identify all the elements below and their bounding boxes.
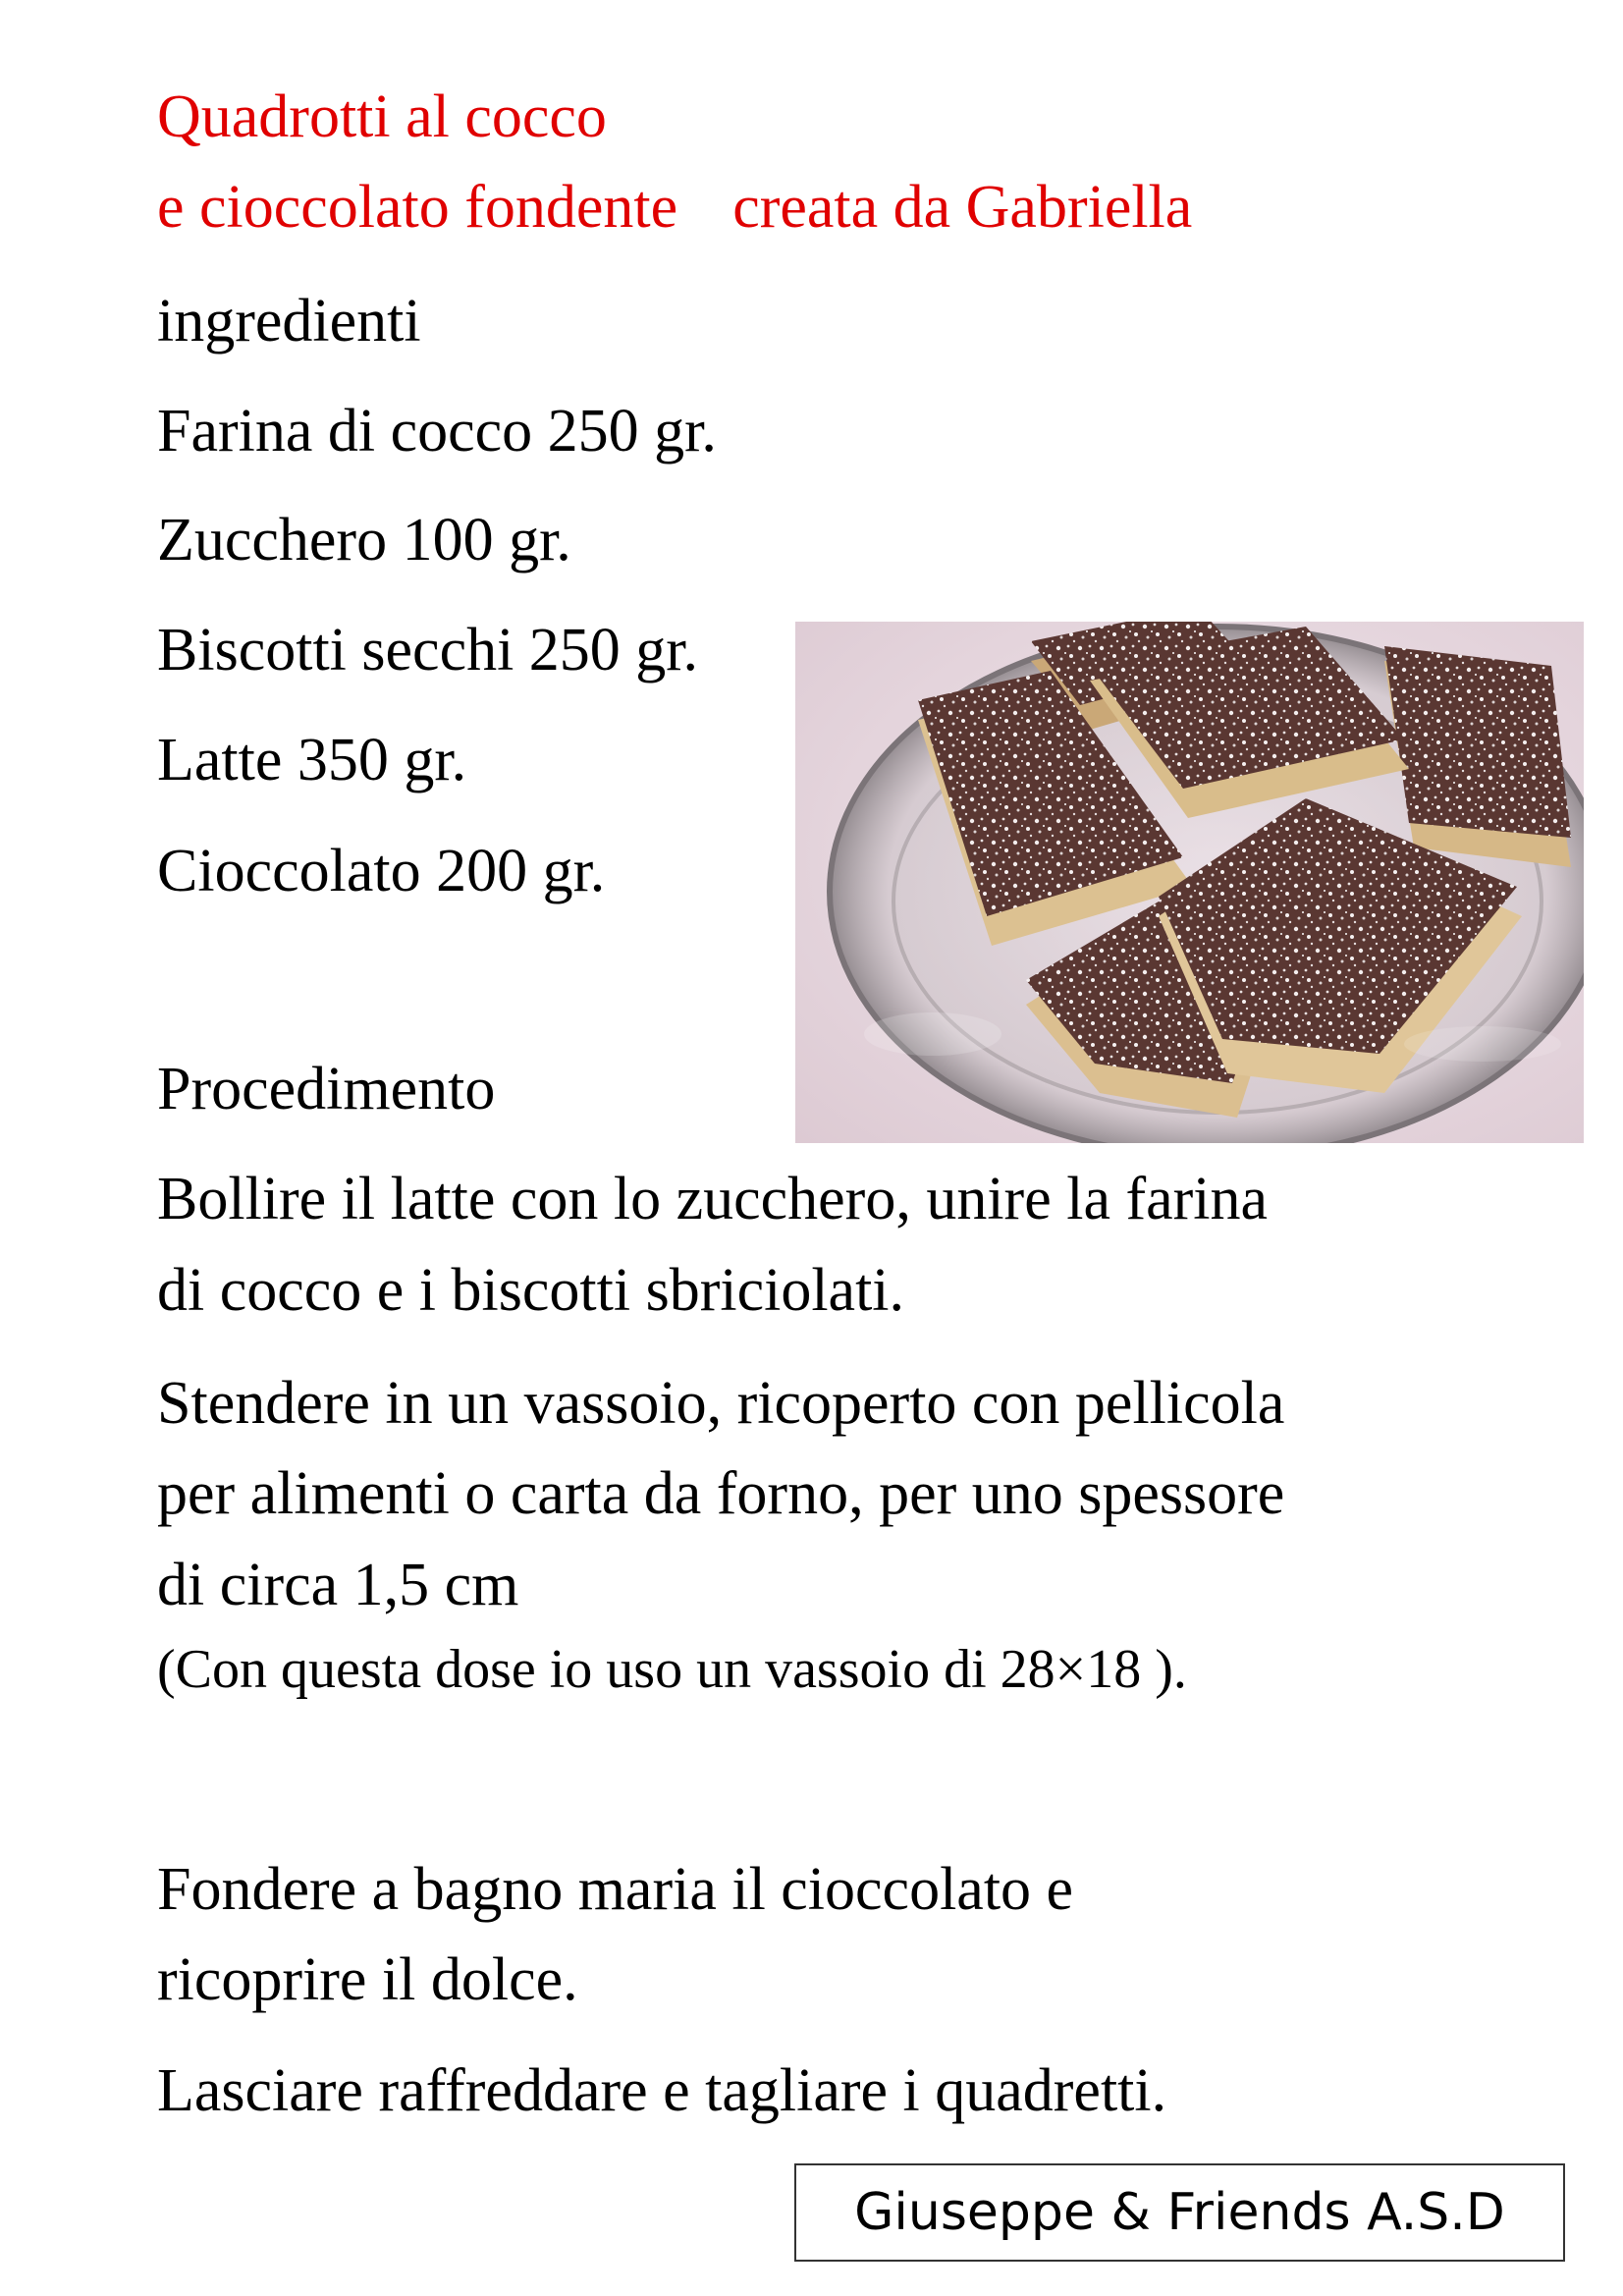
coconut-squares-illustration <box>795 622 1584 1143</box>
procedure-step-2-line-3: di circa 1,5 cm <box>157 1552 519 1618</box>
procedure-step-1-line-1: Bollire il latte con lo zucchero, unire la farina <box>157 1166 1269 1232</box>
ingredient-item: Cioccolato 200 gr. <box>157 838 606 904</box>
footer-credit-text: Giuseppe & Friends A.S.D <box>854 2183 1505 2242</box>
procedure-step-2-line-1: Stendere in un vassoio, ricoperto con pellicola <box>157 1370 1285 1437</box>
coconut-squares-photo <box>795 622 1584 1143</box>
procedure-step-4: Lasciare raffreddare e tagliare i quadretti. <box>157 2057 1167 2124</box>
recipe-title-line-2 <box>157 174 1193 241</box>
procedure-heading: Procedimento <box>157 1056 496 1122</box>
procedure-step-3-line-1: Fondere a bagno maria il cioccolato e <box>157 1856 1074 1923</box>
procedure-step-1-line-2: di cocco e i biscotti sbriciolati. <box>157 1257 905 1324</box>
recipe-title-line-1: Quadrotti al cocco <box>157 83 607 150</box>
tray-size-note: (Con questa dose io uso un vassoio di 28×18 ). <box>157 1639 1187 1700</box>
recipe-author: creata da Gabriella <box>732 174 1193 241</box>
procedure-step-3-line-2: ricoprire il dolce. <box>157 1946 578 2013</box>
footer-credit-box <box>794 2163 1565 2262</box>
ingredient-item: Biscotti secchi 250 gr. <box>157 617 699 683</box>
ingredient-item: Zucchero 100 gr. <box>157 507 571 574</box>
ingredient-item: Farina di cocco 250 gr. <box>157 398 717 465</box>
ingredients-heading: ingredienti <box>157 288 421 355</box>
procedure-step-2-line-2: per alimenti o carta da forno, per uno spessore <box>157 1460 1285 1527</box>
ingredient-item: Latte 350 gr. <box>157 727 467 793</box>
recipe-title-subtitle: e cioccolato fondente <box>157 174 678 241</box>
